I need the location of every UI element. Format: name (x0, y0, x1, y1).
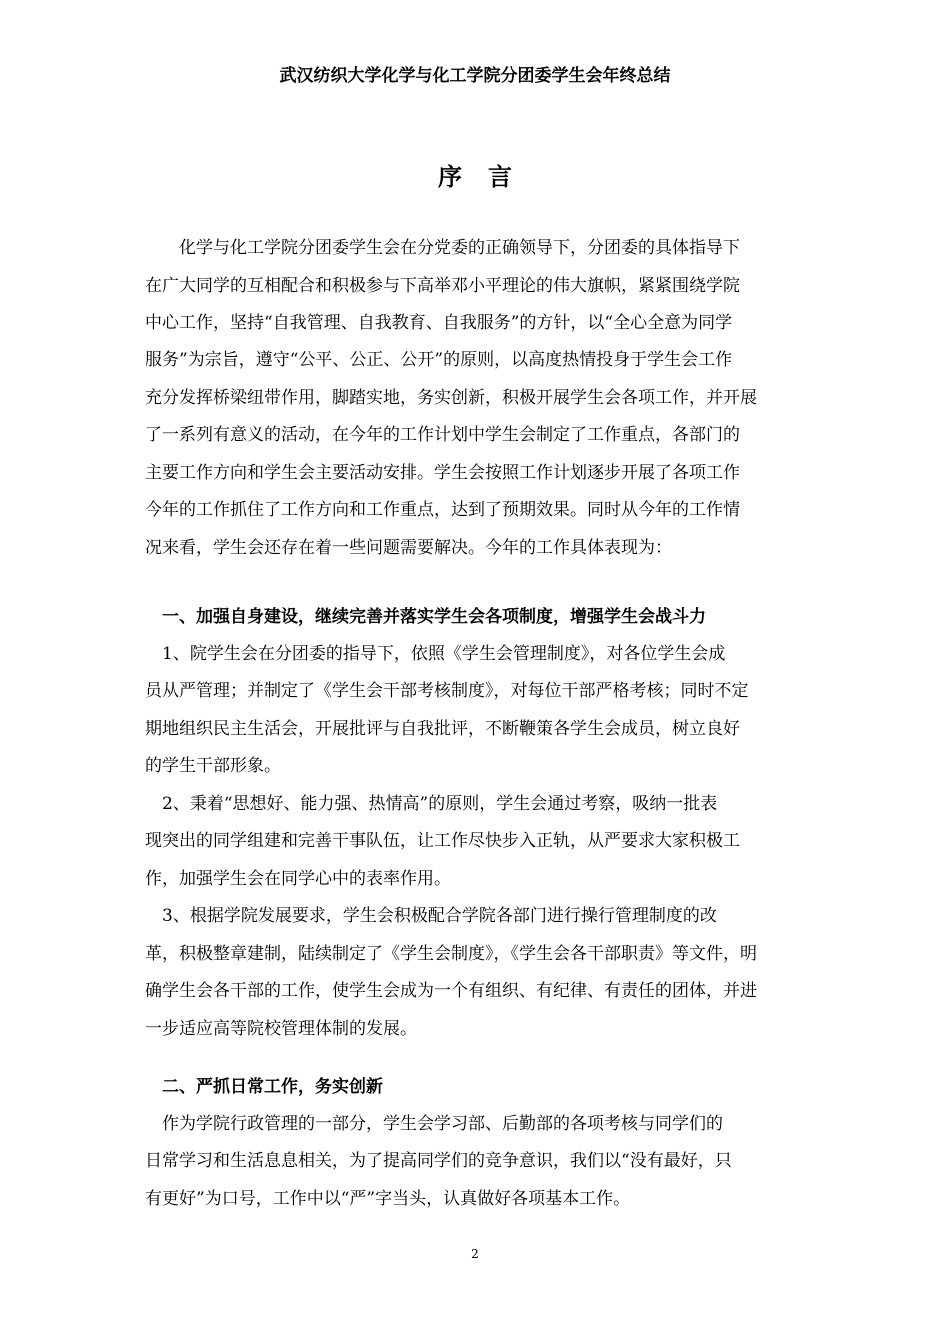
preface-line-2: 在广大同学的互相配合和积极参与下高举邓小平理论的伟大旗帜，紧紧围绕学院 (145, 276, 740, 296)
preface-line-3: 中心工作，坚持“自我管理、自我教育、自我服务”的方针，以“全心全意为同学 (145, 313, 733, 333)
preface-line-5: 充分发挥桥梁纽带作用，脚踏实地，务实创新，积极开展学生会各项工作，并开展 (145, 388, 757, 408)
preface-line-7: 主要工作方向和学生会主要活动安排。学生会按照工作计划逐步开展了各项工作 (145, 463, 740, 483)
section-1-line-4: 的学生干部形象。 (145, 756, 281, 776)
document-header-title: 武汉纺织大学化学与化工学院分团委学生会年终总结 (279, 66, 671, 86)
preface-line-8: 今年的工作抓住了工作方向和工作重点，达到了预期效果。同时从今年的工作情 (145, 500, 740, 520)
section-1-line-8: 3、根据学院发展要求，学生会积极配合学院各部门进行操行管理制度的改 (145, 906, 717, 926)
page-number: 2 (471, 1247, 479, 1261)
section-1-line-9: 革，积极整章建制，陆续制定了《学生会制度》，《学生会各干部职责》等文件，明 (145, 944, 757, 964)
section-2-line-1: 作为学院行政管理的一部分，学生会学习部、后勤部的各项考核与同学们的 (145, 1114, 723, 1134)
section-1-line-10: 确学生会各干部的工作，使学生会成为一个有组织、有纪律、有责任的团体，并进 (145, 981, 757, 1001)
section-2-line-2: 日常学习和生活息息相关，为了提高同学们的竞争意识，我们以“没有最好，只 (145, 1151, 732, 1171)
section-1-line-6: 现突出的同学组建和完善干事队伍，让工作尽快步入正轨，从严要求大家积极工 (145, 831, 740, 851)
section-1-line-7: 作，加强学生会在同学心中的表率作用。 (145, 869, 451, 889)
preface-title: 序言 (438, 163, 538, 191)
preface-line-4: 服务”为宗旨，遵守“公平、公正、公开”的原则，以高度热情投身于学生会工作 (145, 350, 733, 370)
preface-line-9: 况来看，学生会还存在着一些问题需要解决。今年的工作具体表现为： (145, 538, 672, 558)
preface-line-6: 了一系列有意义的活动，在今年的工作计划中学生会制定了工作重点，各部门的 (145, 425, 740, 445)
section-1-line-5: 2、秉着“思想好、能力强、热情高”的原则，学生会通过考察，吸纳一批表 (145, 794, 718, 814)
section-1-line-11: 一步适应高等院校管理体制的发展。 (145, 1019, 417, 1039)
section-1-heading: 一、加强自身建设，继续完善并落实学生会各项制度，增强学生会战斗力 (145, 607, 706, 627)
section-1-line-1: 1、院学生会在分团委的指导下，依照《学生会管理制度》，对各位学生会成 (145, 644, 726, 664)
section-1-line-2: 员从严管理；并制定了《学生会干部考核制度》，对每位干部严格考核；同时不定 (145, 681, 749, 701)
preface-line-1: 化学与化工学院分团委学生会在分党委的正确领导下，分团委的具体指导下 (145, 238, 740, 258)
section-1-line-3: 期地组织民主生活会，开展批评与自我批评，不断鞭策各学生会成员，树立良好 (145, 719, 740, 739)
section-2-heading: 二、严抓日常工作，务实创新 (145, 1077, 383, 1097)
section-2-line-3: 有更好”为口号，工作中以“严”字当头，认真做好各项基本工作。 (145, 1189, 631, 1209)
